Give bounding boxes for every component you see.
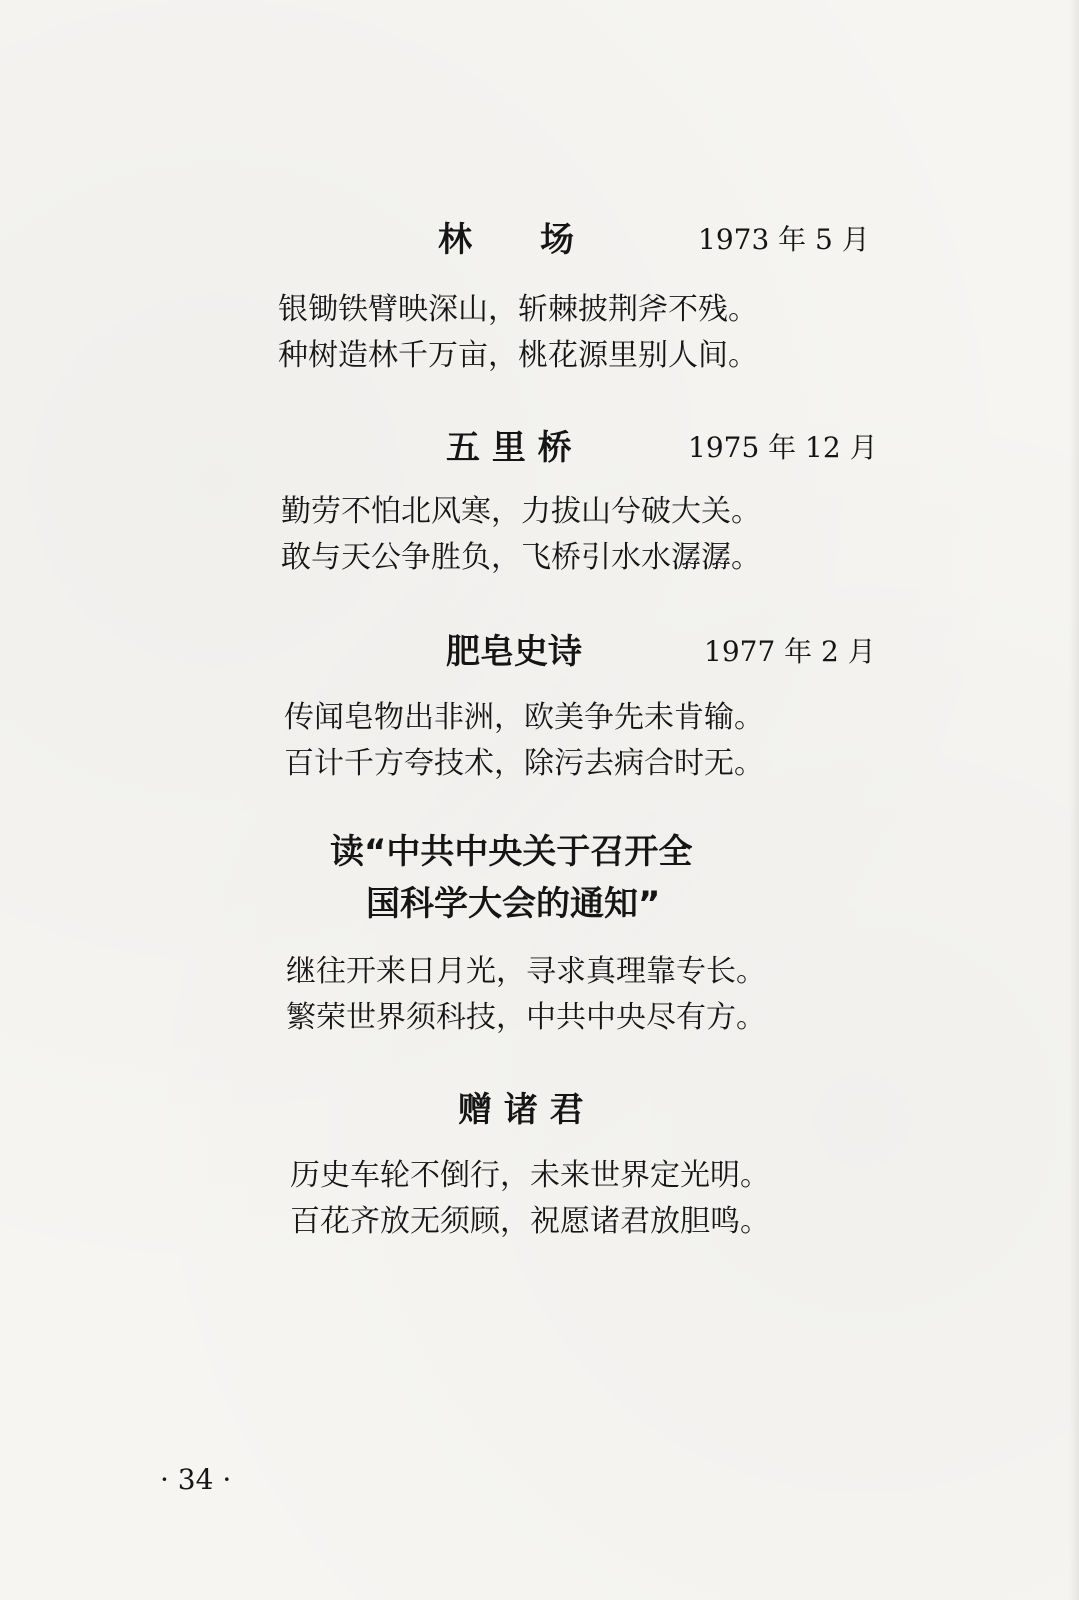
page-number: · 34 · <box>160 1463 232 1496</box>
poem-line-fei-zao-shi-shi-2: 百计千方夸技术，除污去病合时无。 <box>284 746 764 781</box>
poem-title-kexue-dahui-line-1: 读“中共中央关于召开全 <box>330 832 693 872</box>
page-edge-shadow <box>1069 0 1079 1600</box>
poem-line-kexue-dahui-1: 继往开来日月光，寻求真理靠专长。 <box>286 954 766 989</box>
poem-date-fei-zao-shi-shi: 1977 年 2 月 <box>704 635 876 668</box>
poem-title-wu-li-qiao: 五 里 桥 <box>446 428 572 468</box>
poem-line-zeng-zhu-jun-2: 百花齐放无须顾，祝愿诸君放胆鸣。 <box>290 1204 770 1239</box>
poem-line-lin-chang-1: 银锄铁臂映深山，斩棘披荆斧不残。 <box>278 292 758 327</box>
poem-line-zeng-zhu-jun-1: 历史车轮不倒行，未来世界定光明。 <box>290 1158 770 1193</box>
poem-line-kexue-dahui-2: 繁荣世界须科技，中共中央尽有方。 <box>286 1000 766 1035</box>
poem-title-kexue-dahui-line-2: 国科学大会的通知” <box>366 884 661 924</box>
poem-date-wu-li-qiao: 1975 年 12 月 <box>688 431 878 464</box>
poem-date-lin-chang: 1973 年 5 月 <box>698 223 870 256</box>
poem-line-lin-chang-2: 种树造林千万亩，桃花源里别人间。 <box>278 338 758 373</box>
poem-line-wu-li-qiao-1: 勤劳不怕北风寒，力拔山兮破大关。 <box>281 494 761 529</box>
poem-line-wu-li-qiao-2: 敢与天公争胜负，飞桥引水水潺潺。 <box>281 540 761 575</box>
poem-title-zeng-zhu-jun: 赠 诸 君 <box>458 1090 584 1130</box>
poem-title-lin-chang: 林 场 <box>438 220 574 260</box>
poem-line-fei-zao-shi-shi-1: 传闻皂物出非洲，欧美争先未肯输。 <box>284 700 764 735</box>
poem-title-fei-zao-shi-shi: 肥皂史诗 <box>446 632 582 672</box>
